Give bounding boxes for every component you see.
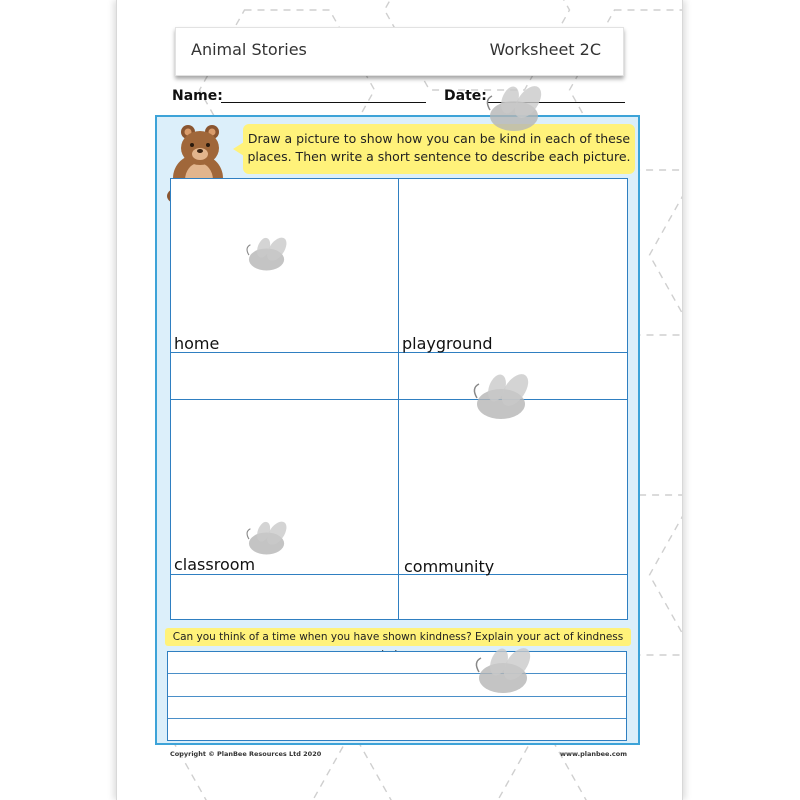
website-text: www.planbee.com: [560, 750, 627, 758]
sentence-field-community[interactable]: [399, 575, 627, 619]
draw-area-playground[interactable]: [399, 179, 627, 352]
draw-area-community[interactable]: [399, 400, 627, 574]
copyright-text: Copyright © PlanBee Resources Ltd 2020: [170, 750, 322, 758]
kindness-question: Can you think of a time when you have shown kindness? Explain your act of kindness: [165, 628, 631, 646]
draw-area-home[interactable]: [171, 179, 398, 352]
sentence-field-playground[interactable]: [399, 353, 627, 399]
name-field[interactable]: [221, 102, 426, 103]
writing-line: [168, 673, 626, 674]
worksheet-page: [117, 0, 682, 800]
place-label-classroom: classroom: [174, 555, 256, 574]
place-label-home: home: [174, 334, 220, 353]
draw-area-classroom[interactable]: [171, 400, 398, 574]
sentence-field-classroom[interactable]: [171, 575, 398, 619]
title-box: [175, 27, 624, 76]
date-field[interactable]: [487, 102, 625, 103]
sentence-field-home[interactable]: [171, 353, 398, 399]
drawing-grid: [170, 178, 628, 620]
writing-line: [168, 696, 626, 697]
kindness-writing-area[interactable]: [167, 651, 627, 741]
place-label-playground: playground: [402, 334, 493, 353]
place-label-community: community: [404, 557, 495, 576]
instruction-bubble: Draw a picture to show how you can be kind in each of these places. Then write a short sentence to describe each picture.: [243, 124, 635, 174]
worksheet-number: Worksheet 2C: [489, 40, 601, 59]
date-label: Date:: [444, 88, 487, 104]
worksheet-topic: Animal Stories: [191, 40, 307, 59]
name-label: Name:: [172, 88, 223, 104]
writing-line: [168, 718, 626, 719]
